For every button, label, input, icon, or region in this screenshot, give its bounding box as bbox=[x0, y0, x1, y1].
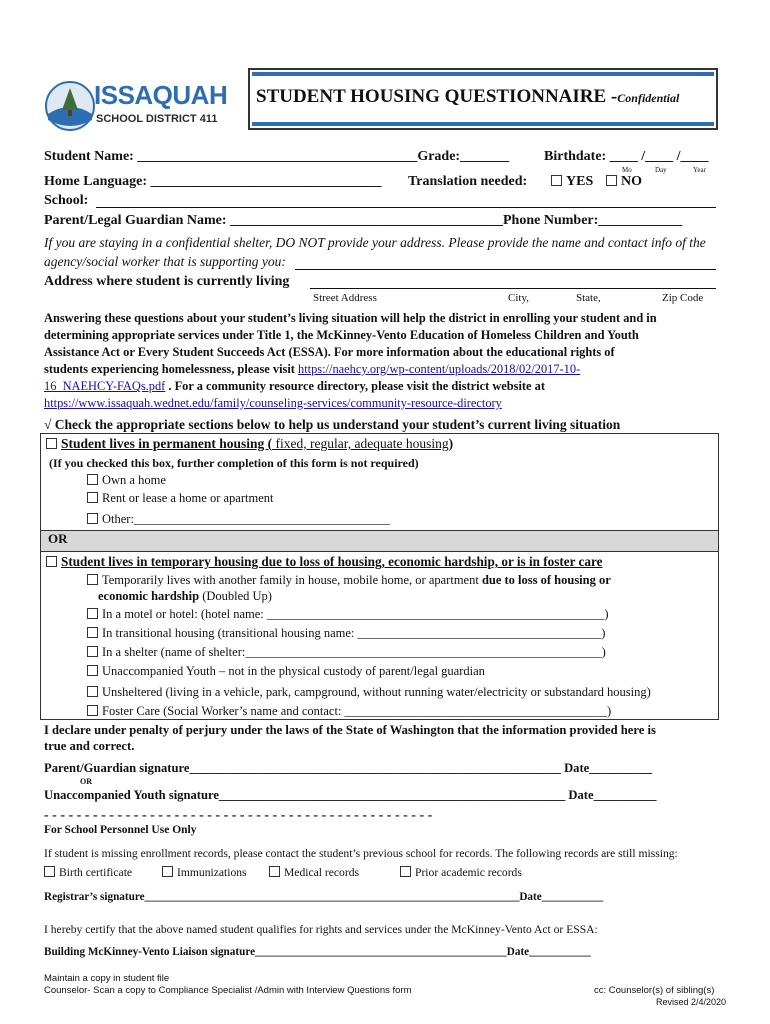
prior-academic-label: Prior academic records bbox=[415, 866, 522, 879]
immunizations-option[interactable] bbox=[162, 866, 247, 879]
temporary-housing-title: Student lives in temporary housing due to loss of housing, economic hardship, or is in foster care bbox=[61, 554, 603, 569]
page-title-text: STUDENT HOUSING QUESTIONNAIRE - bbox=[256, 86, 618, 107]
footer-line-2: Counselor- Scan a copy to Compliance Specialist /Admin with Interview Questions form bbox=[44, 985, 412, 996]
translation-needed-label: Translation needed: bbox=[408, 174, 528, 189]
shelter-label: In a shelter (name of shelter:_________________________________________________________) bbox=[102, 645, 606, 659]
title-box bbox=[248, 68, 718, 130]
registrar-signature-line[interactable]: Registrar’s signature___________________________________________________________________Date___________ bbox=[44, 891, 604, 903]
page-title-confidential: Confidential bbox=[617, 91, 680, 105]
title-box-top-stripe bbox=[252, 72, 714, 76]
naehcy-faq-link-cont[interactable]: 16_NAEHCY-FAQs.pdf bbox=[44, 379, 166, 393]
street-address-caption: Street Address bbox=[313, 292, 377, 304]
logo-name-bottom: SCHOOL DISTRICT 411 bbox=[96, 113, 218, 125]
district-logo bbox=[44, 78, 234, 140]
city-caption: City, bbox=[508, 292, 529, 304]
birth-certificate-label: Birth certificate bbox=[59, 866, 133, 879]
missing-records-note: If student is missing enrollment records, please contact the student’s previous school for records. The following records are still missing: bbox=[44, 847, 678, 860]
motel-hotel-checkbox[interactable] bbox=[87, 608, 98, 619]
permanent-housing-instructions: (If you checked this box, further completion of this form is not required) bbox=[49, 456, 419, 470]
permanent-housing-note: fixed, regular, adequate housing bbox=[272, 436, 449, 451]
home-language-line[interactable]: Home Language: _________________________________ bbox=[44, 174, 382, 189]
no-label: NO bbox=[621, 174, 642, 189]
permanent-housing-title: Student lives in permanent housing ( bbox=[61, 436, 273, 451]
yes-label: YES bbox=[566, 174, 594, 189]
cut-line: - - - - - - - - - - - - - - - - - - - - - - - - - - - - - - - - - - - - - - - - - - - - - - - - bbox=[44, 808, 433, 823]
birth-certificate-option[interactable] bbox=[44, 866, 132, 879]
transitional-housing-checkbox[interactable] bbox=[87, 627, 98, 638]
translation-yes-option[interactable] bbox=[551, 174, 593, 190]
doubled-up-checkbox[interactable] bbox=[87, 574, 98, 585]
declaration-line-1: I declare under penalty of perjury under the laws of the State of Washington that the information provided here is bbox=[44, 723, 656, 737]
foster-care-label: Foster Care (Social Worker’s name and contact: __________________________________________) bbox=[102, 704, 612, 718]
intro-line-2: determining appropriate services under Title 1, the McKinney-Vento Education of Homeless Children and Youth bbox=[44, 328, 639, 342]
shelter-note-line-1: If you are staying in a confidential shelter, DO NOT provide your address. Please provide the name and contact info of the bbox=[44, 235, 706, 250]
birthdate-line[interactable]: Birthdate: ____ /____ /____ bbox=[544, 149, 709, 164]
rent-lease-checkbox[interactable] bbox=[87, 492, 98, 503]
doubled-up-option-cont bbox=[98, 589, 272, 604]
shelter-option[interactable] bbox=[87, 645, 606, 660]
prior-academic-checkbox[interactable] bbox=[400, 866, 411, 877]
immunizations-checkbox[interactable] bbox=[162, 866, 173, 877]
footer-revised: Revised 2/4/2020 bbox=[656, 997, 727, 1007]
logo-name-top: ISSAQUAH bbox=[94, 80, 228, 110]
permanent-housing-title-end: ) bbox=[448, 436, 454, 451]
resource-directory-link[interactable]: https://www.issaquah.wednet.edu/family/counseling-services/community-resource-directory bbox=[44, 396, 502, 410]
intro-paragraph bbox=[44, 310, 657, 412]
footer-cc: cc: Counselor(s) of sibling(s) bbox=[594, 985, 715, 996]
medical-records-label: Medical records bbox=[284, 866, 360, 879]
intro-line-5 bbox=[44, 378, 657, 395]
intro-line-6 bbox=[44, 395, 657, 412]
declaration-line-2: true and correct. bbox=[44, 739, 135, 753]
intro-line-1: Answering these questions about your student’s living situation will help the district in enrolling your student and in bbox=[44, 311, 657, 325]
transitional-housing-label: In transitional housing (transitional housing name: _______________________________________) bbox=[102, 626, 606, 640]
unaccompanied-youth-label: Unaccompanied Youth – not in the physical custody of parent/legal guardian bbox=[102, 664, 485, 678]
birthdate-day-label: Day bbox=[655, 166, 667, 174]
doubled-up-label-bold: due to loss of housing or bbox=[481, 573, 611, 587]
liaison-signature-line[interactable]: Building McKinney-Vento Liaison signature_____________________________________________Date___________ bbox=[44, 946, 591, 958]
translation-no-option[interactable] bbox=[606, 174, 642, 190]
doubled-up-option[interactable] bbox=[87, 573, 611, 588]
yes-checkbox[interactable] bbox=[551, 175, 562, 186]
zip-caption: Zip Code bbox=[662, 292, 704, 304]
permanent-housing-checkbox[interactable] bbox=[46, 438, 57, 449]
own-home-option[interactable] bbox=[87, 473, 166, 488]
school-label: School: bbox=[44, 193, 89, 208]
motel-hotel-option[interactable] bbox=[87, 607, 609, 622]
transitional-housing-option[interactable] bbox=[87, 626, 605, 641]
doubled-up-label: Temporarily lives with another family in house, mobile home, or apartment bbox=[102, 573, 482, 587]
parent-guardian-line[interactable]: Parent/Legal Guardian Name: _______________________________________Phone Number:____________ bbox=[44, 213, 683, 228]
foster-care-checkbox[interactable] bbox=[87, 705, 98, 716]
parent-signature-line[interactable]: Parent/Guardian signature___________________________________________________________ Date__________ bbox=[44, 761, 653, 775]
address-underline[interactable] bbox=[310, 288, 716, 289]
personnel-title: For School Personnel Use Only bbox=[44, 824, 197, 836]
school-underline[interactable] bbox=[96, 207, 716, 208]
shelter-checkbox[interactable] bbox=[87, 646, 98, 657]
own-home-checkbox[interactable] bbox=[87, 474, 98, 485]
signature-or: OR bbox=[80, 777, 92, 786]
unaccompanied-youth-checkbox[interactable] bbox=[87, 665, 98, 676]
intro-line-4-text: students experiencing homelessness, please visit bbox=[44, 362, 299, 376]
unsheltered-checkbox[interactable] bbox=[87, 686, 98, 697]
intro-line-3: Assistance Act or Every Student Succeeds Act (ESSA). For more information about the educational rights of bbox=[44, 345, 615, 359]
own-home-label: Own a home bbox=[102, 473, 166, 487]
or-label: OR bbox=[48, 531, 68, 546]
no-checkbox[interactable] bbox=[606, 175, 617, 186]
state-caption: State, bbox=[576, 292, 601, 304]
student-name-line[interactable]: Student Name: ________________________________________Grade:_______ bbox=[44, 149, 510, 164]
unaccompanied-youth-option[interactable] bbox=[87, 664, 485, 679]
temporary-housing-option[interactable] bbox=[46, 554, 602, 570]
doubled-up-economic: economic hardship bbox=[98, 589, 200, 603]
other-permanent-checkbox[interactable] bbox=[87, 513, 98, 524]
rent-lease-label: Rent or lease a home or apartment bbox=[102, 491, 274, 505]
address-label: Address where student is currently living bbox=[44, 274, 290, 289]
certify-statement: I hereby certify that the above named student qualifies for rights and services under the McKinney-Vento Act or ESSA: bbox=[44, 923, 598, 936]
intro-line-4 bbox=[44, 361, 657, 378]
check-sections-heading: √ Check the appropriate sections below to help us understand your student’s current living situation bbox=[44, 417, 621, 432]
shelter-note-line-2: agency/social worker that is supporting you: bbox=[44, 254, 286, 269]
doubled-up-paren: (Doubled Up) bbox=[199, 589, 272, 603]
footer-line-1: Maintain a copy in student file bbox=[44, 973, 170, 984]
medical-records-option[interactable] bbox=[269, 866, 359, 879]
other-permanent-option[interactable] bbox=[87, 512, 390, 527]
immunizations-label: Immunizations bbox=[177, 866, 247, 879]
unsheltered-option[interactable] bbox=[87, 685, 651, 700]
intro-line-5-text: . For a community resource directory, please visit the district website at bbox=[165, 379, 545, 393]
birthdate-year-label: Year bbox=[693, 166, 706, 174]
shelter-contact-underline[interactable] bbox=[295, 269, 716, 270]
temporary-housing-checkbox[interactable] bbox=[46, 556, 57, 567]
medical-records-checkbox[interactable] bbox=[269, 866, 280, 877]
foster-care-option[interactable] bbox=[87, 704, 611, 719]
tree-emblem-icon bbox=[44, 80, 96, 132]
page-title bbox=[256, 86, 679, 108]
unsheltered-label: Unsheltered (living in a vehicle, park, campground, without running water/electricity or substandard housing) bbox=[102, 685, 651, 699]
prior-academic-option[interactable] bbox=[400, 866, 522, 879]
or-row bbox=[41, 530, 718, 552]
motel-hotel-label: In a motel or hotel: (hotel name: ______________________________________________________) bbox=[102, 607, 609, 621]
birth-certificate-checkbox[interactable] bbox=[44, 866, 55, 877]
permanent-housing-option[interactable] bbox=[46, 436, 453, 452]
rent-lease-option[interactable] bbox=[87, 491, 273, 506]
title-box-bottom-stripe bbox=[252, 122, 714, 126]
naehcy-faq-link[interactable]: https://naehcy.org/wp-content/uploads/2018/02/2017-10- bbox=[298, 362, 581, 376]
birthdate-mo-label: Mo bbox=[622, 166, 632, 174]
youth-signature-line[interactable]: Unaccompanied Youth signature_______________________________________________________ Date__________ bbox=[44, 788, 657, 802]
other-permanent-label: Other:_________________________________________ bbox=[102, 512, 391, 526]
